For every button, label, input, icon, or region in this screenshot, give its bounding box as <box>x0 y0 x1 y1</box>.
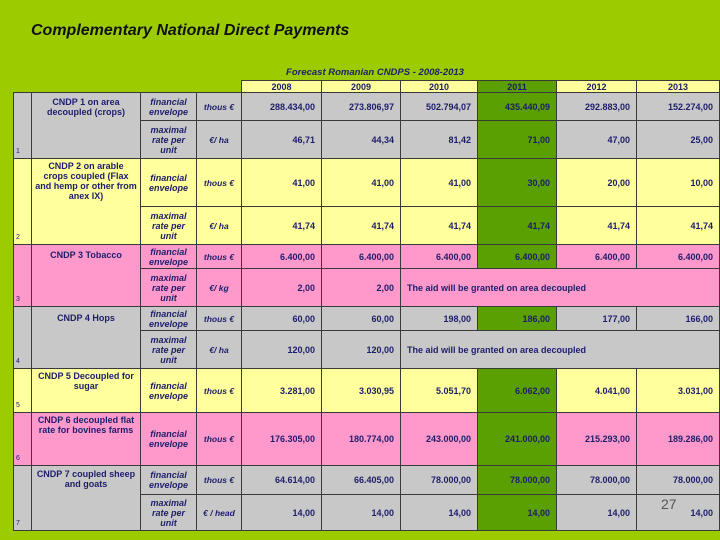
value-cell: 120,00 <box>242 331 322 369</box>
row-unit: thous € <box>197 369 242 413</box>
value-cell: 3.281,00 <box>242 369 322 413</box>
value-cell: 20,00 <box>557 159 637 207</box>
table-title: Forecast Romanian CNDPS - 2008-2013 <box>286 67 464 78</box>
table-row <box>14 93 720 121</box>
value-cell: 176.305,00 <box>242 413 322 466</box>
row-unit: thous € <box>197 159 242 207</box>
value-cell: 78.000,00 <box>557 466 637 495</box>
row-unit: €/ kg <box>197 269 242 307</box>
measure-name: CNDP 7 coupled sheep and goats <box>32 466 141 531</box>
value-cell: 66.405,00 <box>322 466 401 495</box>
header-year: 2011 <box>478 81 557 93</box>
value-cell: 25,00 <box>637 121 720 159</box>
row-unit: thous € <box>197 245 242 269</box>
value-cell: 3.031,00 <box>637 369 720 413</box>
value-cell: 41,00 <box>242 159 322 207</box>
row-number: 6 <box>14 413 32 466</box>
value-cell: 189.286,00 <box>637 413 720 466</box>
measure-name: CNDP 4 Hops <box>32 307 141 369</box>
row-number: 2 <box>14 159 32 245</box>
value-cell: 44,34 <box>322 121 401 159</box>
value-cell: 14,00 <box>322 495 401 531</box>
value-cell: 64.614,00 <box>242 466 322 495</box>
value-cell: 180.774,00 <box>322 413 401 466</box>
row-kind: maximal rate per unit <box>141 495 197 531</box>
row-number: 4 <box>14 307 32 369</box>
row-kind: financial envelope <box>141 466 197 495</box>
row-unit: thous € <box>197 93 242 121</box>
row-number: 1 <box>14 93 32 159</box>
row-unit: €/ ha <box>197 331 242 369</box>
value-cell: 10,00 <box>637 159 720 207</box>
row-kind: maximal rate per unit <box>141 269 197 307</box>
value-cell: 2,00 <box>242 269 322 307</box>
measure-name: CNDP 1 on area decoupled (crops) <box>32 93 141 159</box>
value-cell: 241.000,00 <box>478 413 557 466</box>
row-kind: financial envelope <box>141 245 197 269</box>
table-row <box>14 245 720 269</box>
row-unit: €/ ha <box>197 207 242 245</box>
row-number: 5 <box>14 369 32 413</box>
value-cell: 14,00 <box>557 495 637 531</box>
value-cell: 166,00 <box>637 307 720 331</box>
value-cell: 41,00 <box>322 159 401 207</box>
value-cell: 6.400,00 <box>242 245 322 269</box>
value-cell: 41,74 <box>478 207 557 245</box>
value-cell: 4.041,00 <box>557 369 637 413</box>
value-cell: 6.400,00 <box>557 245 637 269</box>
table-row <box>14 413 720 466</box>
page-number: 27 <box>661 496 677 512</box>
header-blank <box>14 81 242 93</box>
value-cell: 5.051,70 <box>401 369 478 413</box>
value-cell: 120,00 <box>322 331 401 369</box>
value-cell: 6.400,00 <box>322 245 401 269</box>
value-cell: 41,74 <box>242 207 322 245</box>
value-cell: 71,00 <box>478 121 557 159</box>
measure-name: CNDP 3 Tobacco <box>32 245 141 307</box>
row-kind: financial envelope <box>141 413 197 466</box>
value-cell: 3.030,95 <box>322 369 401 413</box>
value-cell: 78.000,00 <box>401 466 478 495</box>
value-cell: 435.440,09 <box>478 93 557 121</box>
value-cell: 41,74 <box>557 207 637 245</box>
row-unit: thous € <box>197 413 242 466</box>
value-cell: 60,00 <box>242 307 322 331</box>
value-cell: 152.274,00 <box>637 93 720 121</box>
measure-name: CNDP 6 decoupled flat rate for bovines farms <box>32 413 141 466</box>
value-cell: 41,00 <box>401 159 478 207</box>
value-cell: 198,00 <box>401 307 478 331</box>
value-cell: 46,71 <box>242 121 322 159</box>
slide-title: Complementary National Direct Payments <box>31 22 350 39</box>
row-unit: thous € <box>197 466 242 495</box>
value-cell: 30,00 <box>478 159 557 207</box>
header-year: 2009 <box>322 81 401 93</box>
row-kind: financial envelope <box>141 93 197 121</box>
row-kind: financial envelope <box>141 369 197 413</box>
row-unit: €/ ha <box>197 121 242 159</box>
value-cell: 243.000,00 <box>401 413 478 466</box>
row-unit: thous € <box>197 307 242 331</box>
value-cell: 47,00 <box>557 121 637 159</box>
value-cell: 41,74 <box>322 207 401 245</box>
row-number: 7 <box>14 466 32 531</box>
value-cell: 2,00 <box>322 269 401 307</box>
header-year: 2013 <box>637 81 720 93</box>
table-row <box>14 466 720 495</box>
row-kind: maximal rate per unit <box>141 121 197 159</box>
cndp-forecast-table <box>13 80 720 531</box>
row-kind: maximal rate per unit <box>141 331 197 369</box>
value-cell: 14,00 <box>242 495 322 531</box>
value-cell: 502.794,07 <box>401 93 478 121</box>
value-cell: 6.062,00 <box>478 369 557 413</box>
note-cell: The aid will be granted on area decoupled <box>401 331 720 369</box>
measure-name: CNDP 5 Decoupled for sugar <box>32 369 141 413</box>
value-cell: 78.000,00 <box>637 466 720 495</box>
header-year: 2012 <box>557 81 637 93</box>
value-cell: 14,00 <box>637 495 720 531</box>
value-cell: 288.434,00 <box>242 93 322 121</box>
table-row <box>14 369 720 413</box>
cndp-forecast-table-container <box>13 66 719 540</box>
value-cell: 273.806,97 <box>322 93 401 121</box>
row-number: 3 <box>14 245 32 307</box>
value-cell: 177,00 <box>557 307 637 331</box>
table-row <box>14 307 720 331</box>
row-kind: financial envelope <box>141 307 197 331</box>
value-cell: 186,00 <box>478 307 557 331</box>
value-cell: 292.883,00 <box>557 93 637 121</box>
header-year: 2010 <box>401 81 478 93</box>
row-unit: € / head <box>197 495 242 531</box>
value-cell: 81,42 <box>401 121 478 159</box>
value-cell: 14,00 <box>478 495 557 531</box>
value-cell: 41,74 <box>401 207 478 245</box>
row-kind: maximal rate per unit <box>141 207 197 245</box>
value-cell: 78.000,00 <box>478 466 557 495</box>
value-cell: 6.400,00 <box>478 245 557 269</box>
value-cell: 60,00 <box>322 307 401 331</box>
value-cell: 215.293,00 <box>557 413 637 466</box>
table-row <box>14 159 720 207</box>
row-kind: financial envelope <box>141 159 197 207</box>
measure-name: CNDP 2 on arable crops coupled (Flax and hemp or other from anex IX) <box>32 159 141 245</box>
note-cell: The aid will be granted on area decoupled <box>401 269 720 307</box>
value-cell: 6.400,00 <box>637 245 720 269</box>
value-cell: 14,00 <box>401 495 478 531</box>
header-row <box>14 81 720 93</box>
value-cell: 41,74 <box>637 207 720 245</box>
value-cell: 6.400,00 <box>401 245 478 269</box>
header-year: 2008 <box>242 81 322 93</box>
